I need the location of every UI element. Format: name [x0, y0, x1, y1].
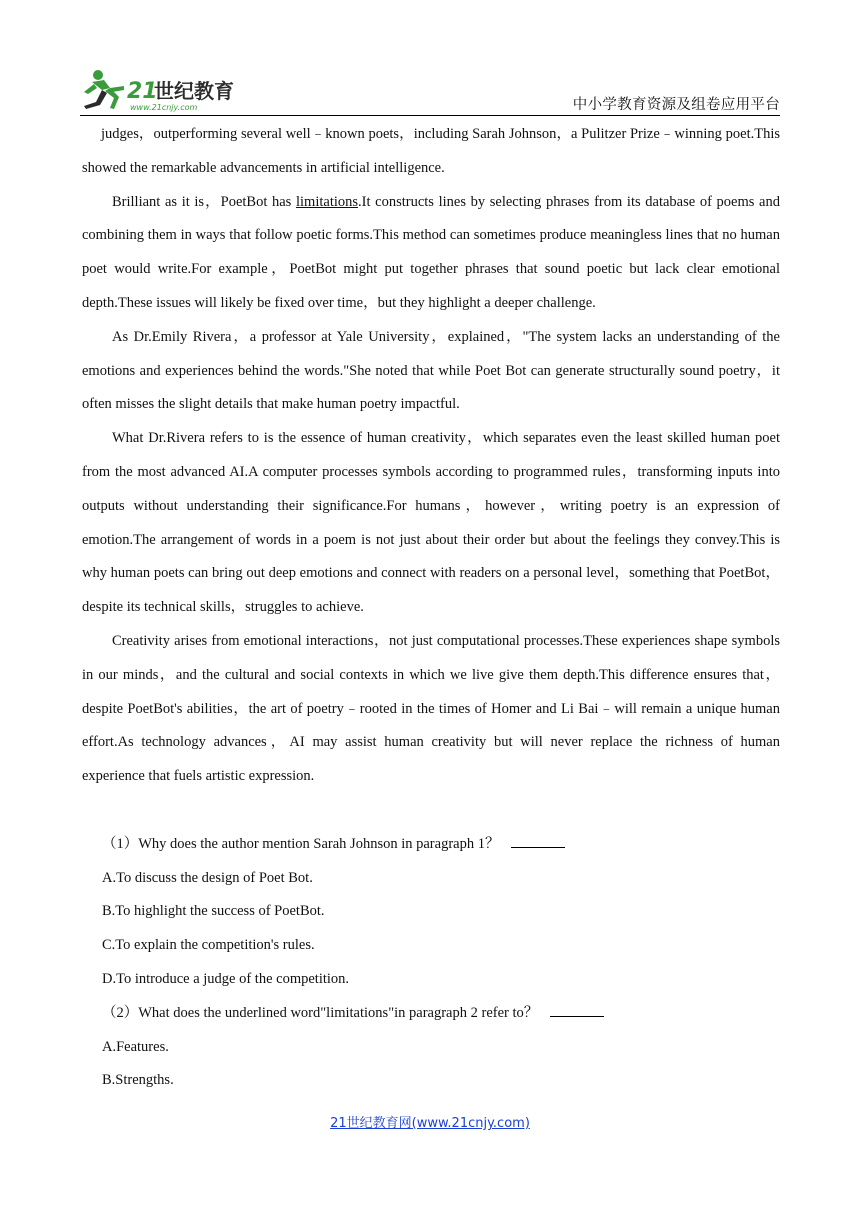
- paragraph-1: judges，outperforming several well﹣known poets，including Sarah Johnson，a Pulitzer Prize﹣winning poet.This showed the remarkable advancements in artificial intelligence.: [82, 126, 780, 176]
- paragraph-2: [82, 186, 780, 321]
- question-2-stem: （2）What does the underlined word"limitations"in paragraph 2 refer to？: [102, 1004, 539, 1021]
- question-2: [82, 997, 780, 1031]
- svg-text:世纪教育: 世纪教育: [154, 79, 234, 103]
- question-2-option-b: B.Strengths.: [102, 1072, 174, 1089]
- paragraph-2-after: .It constructs lines by selecting phrases from its database of poems and combining them in ways that follow poetic forms.This method can sometimes produce meaningless lines that no human poet would write.For example，PoetBot might put together phrases that sound poetic but lack clear emotional depth.These issues will likely be fixed over time，but they highlight a deeper challenge.: [82, 193, 780, 311]
- underlined-word-limitations: limitations: [295, 193, 359, 210]
- svg-text:www.21cnjy.com: www.21cnjy.com: [130, 103, 198, 112]
- site-logo[interactable]: [80, 66, 260, 116]
- question-1-option-b: B.To highlight the success of PoetBot.: [102, 903, 325, 920]
- question-1-option-c: C.To explain the competition's rules.: [102, 937, 315, 954]
- paragraph-2-before: Brilliant as it is，PoetBot has: [112, 193, 296, 210]
- paragraph-5: Creativity arises from emotional interactions，not just computational processes.These experiences shape symbols in our minds，and the cultural and social contexts in which we live give them depth.This difference ensures that，despite PoetBot's abilities，the art of poetry﹣rooted in the times of Homer and Li Bai﹣will remain a unique human effort.As technology advances，AI may assist human creativity but will never replace the richness of human experience that fuels artistic expression.: [82, 632, 780, 785]
- platform-title: 中小学教育资源及组卷应用平台: [572, 97, 780, 113]
- footer-link[interactable]: 21世纪教育网(www.21cnjy.com): [330, 1116, 530, 1131]
- paragraph-4: What Dr.Rivera refers to is the essence of human creativity，which separates even the least skilled human poet from the most advanced AI.A computer processes symbols according to programmed rules，transforming inputs into outputs without understanding their significance.For humans，however，writing poetry is an expression of emotion.The arrangement of words in a poem is not just about their order but about the feelings they convey.This is why human poets can bring out deep emotions and connect with readers on a personal level，something that PoetBot，despite its technical skills，struggles to achieve.: [82, 430, 780, 616]
- article-body: [82, 118, 780, 1098]
- answer-blank[interactable]: [511, 833, 565, 848]
- question-2-option-a: A.Features.: [102, 1038, 169, 1055]
- question-1-stem: （1）Why does the author mention Sarah Johnson in paragraph 1？: [102, 835, 500, 852]
- question-1-option-d: D.To introduce a judge of the competition.: [102, 970, 350, 987]
- svg-text:21: 21: [127, 79, 158, 104]
- question-1-option-a: A.To discuss the design of Poet Bot.: [102, 869, 313, 886]
- page-header: [80, 66, 780, 116]
- answer-blank[interactable]: [550, 1002, 604, 1017]
- question-1: [82, 828, 780, 862]
- paragraph-3: As Dr.Emily Rivera，a professor at Yale University，explained，"The system lacks an understanding of the emotions and experiences behind the words."She noted that while Poet Bot can generate structurally sound poetry，it often misses the slight details that make human poetry impactful.: [82, 328, 780, 413]
- page-footer: [0, 1112, 860, 1131]
- header-divider: [80, 115, 780, 116]
